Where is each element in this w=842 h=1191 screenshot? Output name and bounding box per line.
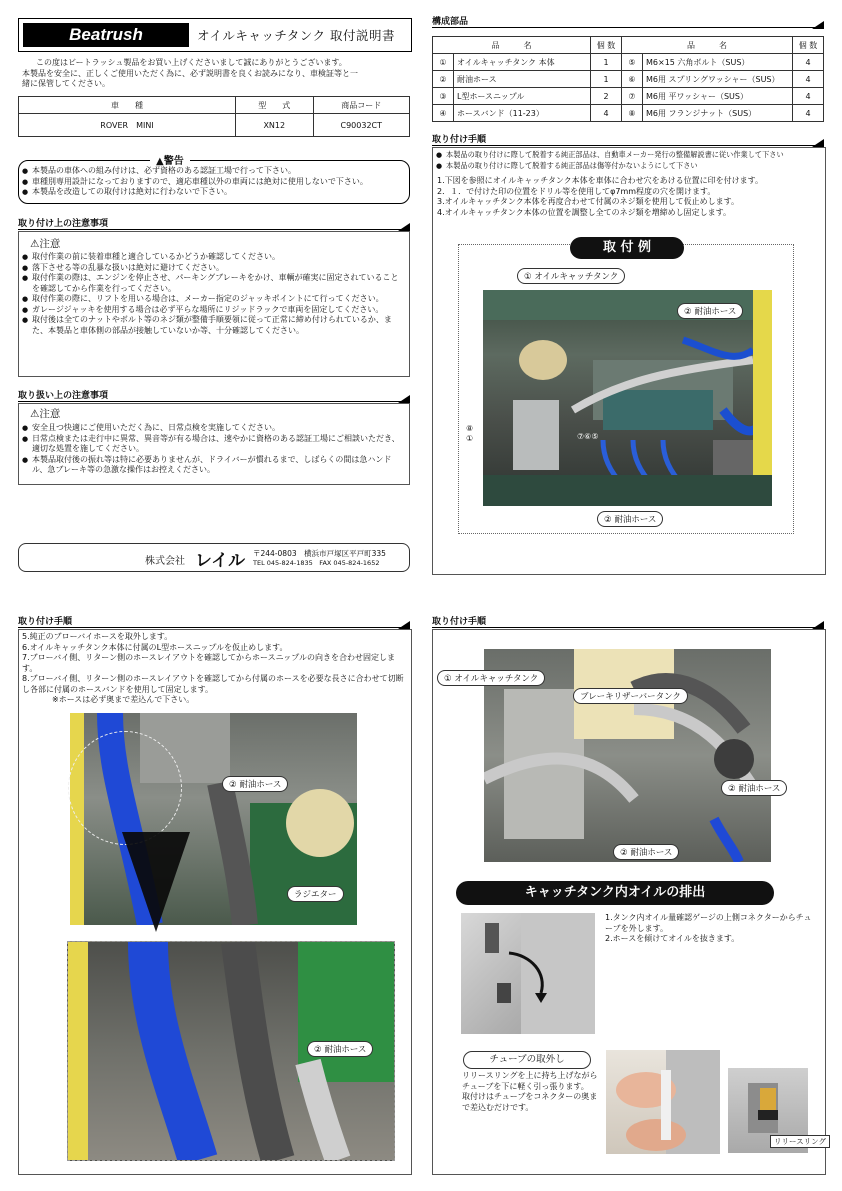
- table-row: [433, 54, 824, 71]
- callout-oil-catch-tank: ① オイルキャッチタンク: [517, 268, 625, 284]
- company-box: [18, 543, 410, 572]
- step-text: 2．１．で付けた印の位置をドリル等を使用してφ7mm程度の穴を開けます。: [437, 186, 716, 196]
- section-procedure-1: 取り付け手順: [432, 132, 824, 146]
- drain-photo-drawing: [461, 913, 595, 1034]
- vehicle-code: C90032CT: [313, 114, 409, 137]
- engine-photo-drawing: [483, 290, 772, 506]
- step-text: 1.タンク内オイル量確認ゲージの上側コネクターからチューブを外します。: [605, 913, 812, 933]
- table-cell: M6×15 六角ボルト（SUS）: [643, 54, 793, 71]
- warning-list: [22, 166, 406, 198]
- list-item: ● 安全且つ快適にご使用いただく為に、日常点検を実施してください。: [22, 423, 406, 434]
- table-cell: ⑤: [622, 54, 643, 71]
- callout-oil-hose: ② 耐油ホース: [721, 780, 787, 796]
- tube-title: チューブの取外し: [463, 1051, 591, 1069]
- handling-caution-title: ⚠注意: [30, 408, 61, 420]
- release-ring-label: リリースリング: [770, 1135, 830, 1148]
- section-install-caution: 取り付け上の注意事項: [18, 216, 410, 230]
- drain-title: キャッチタンク内オイルの排出: [456, 881, 774, 905]
- parts-header-qty-right: 個 数: [793, 37, 824, 54]
- step-note: ※ホースは必ず奥まで差込んで下さい。: [52, 695, 195, 704]
- table-cell: ⑧: [622, 105, 643, 122]
- drain-photo: [461, 913, 595, 1034]
- install-caution-list: [22, 252, 406, 336]
- table-cell: 1: [591, 71, 622, 88]
- document-title: オイルキャッチタンク 取付説明書: [197, 28, 395, 43]
- tube-text: [462, 1071, 602, 1113]
- brand-logo: Beatrush: [23, 23, 189, 47]
- vehicle-header-type: 型 式: [236, 97, 314, 114]
- table-cell: 4: [793, 105, 824, 122]
- callout-oil-catch-tank: ① オイルキャッチタンク: [437, 670, 545, 686]
- label-tank-body: ①: [466, 434, 474, 443]
- caution-triangle-icon: ⚠: [30, 238, 40, 250]
- list-item: ● 車種別専用設計になっておりますので、適応車種以外の車両には絶対に使用しないで下さい。: [22, 177, 406, 188]
- procedure-1-steps: [437, 176, 823, 218]
- table-cell: 4: [793, 71, 824, 88]
- warning-triangle-icon: ▲: [156, 156, 164, 167]
- step-text: 2.ホースを傾けてオイルを抜きます。: [605, 934, 740, 943]
- list-item: ● 本製品の車体への組み付けは、必ず資格のある認証工場で行って下さい。: [22, 166, 406, 177]
- vehicle-header-model: 車 種: [19, 97, 236, 114]
- list-item: ● 取付後は全てのナットやボルト等のネジ類が整備手順要領に従って正常に締め付けられているか、また、本製品と車体側の部品が接触していないか等、十分確認してください。: [22, 315, 406, 336]
- example-title: 取 付 例: [570, 237, 684, 259]
- label-bolt-washers: ⑦⑥⑤: [577, 432, 599, 441]
- step-text: 6.オイルキャッチタンク本体に付属のL型ホースニップルを仮止めします。: [22, 642, 288, 652]
- section-handling-caution: 取り扱い上の注意事項: [18, 388, 410, 402]
- tube-text-line: リリースリングを上に持ち上げながらチューブを下に軽く引っ張ります。: [462, 1071, 598, 1091]
- section-procedure-2: 取り付け手順: [18, 614, 410, 628]
- company-label: 株式会社: [145, 556, 185, 567]
- list-item: ● 本製品を改造しての取付けは絶対に行わないで下さい。: [22, 187, 406, 198]
- install-caution-title: ⚠注意: [30, 238, 61, 250]
- callout-oil-hose: ② 耐油ホース: [677, 303, 743, 319]
- vehicle-header-code: 商品コード: [313, 97, 409, 114]
- step-text: 8.ブローバイ側、リターン側のホースレイアウトを確認してから付属のホースを必要な長さに合わせて切断し各部に付属のホースバンドを使用して固定します。: [22, 674, 404, 694]
- handling-caution-list: [22, 423, 406, 476]
- list-item: ● 取付作業の前に装着車種と適合しているかどうか確認してください。: [22, 252, 406, 263]
- list-item: ● 落下させる等の乱暴な扱いは絶対に避けてください。: [22, 263, 406, 274]
- zoom-circle: [68, 731, 182, 845]
- table-cell: M6用 フランジナット（SUS）: [643, 105, 793, 122]
- table-row: [433, 88, 824, 105]
- table-cell: ホースバンド（11-23）: [454, 105, 591, 122]
- table-cell: M6用 スプリングワッシャー（SUS）: [643, 71, 793, 88]
- engine-bay-photo: [483, 290, 772, 506]
- vehicle-table: [18, 96, 410, 137]
- table-cell: 4: [793, 54, 824, 71]
- warning-title: ▲警告: [150, 152, 190, 167]
- tube-text-line: 取付けはチューブをコネクターの奥まで差込むだけです。: [462, 1092, 598, 1112]
- down-arrow-icon: [122, 832, 190, 932]
- callout-oil-hose: ② 耐油ホース: [222, 776, 288, 792]
- step-text: 3.オイルキャッチタンク本体を再度合わせて付属のネジ類を使用して仮止めします。: [437, 197, 740, 206]
- intro-text: この度はビートラッシュ製品をお買い上げくださいまして誠にありがとうございます。 本製品を安全に、正しくご使用いただく為に、必ず説明書を良くお読みになり、車検証等と一 緒に保管してください。: [22, 58, 358, 88]
- procedure-1-notes: [436, 150, 824, 171]
- table-cell: 耐油ホース: [454, 71, 591, 88]
- tube-removal-photo: [606, 1050, 720, 1154]
- list-item: ● 取付作業の際は、エンジンを停止させ、パーキングブレーキをかけ、車輌が確実に固定されていることを確認してから作業を行ってください。: [22, 273, 406, 294]
- table-cell: M6用 平ワッシャー（SUS）: [643, 88, 793, 105]
- table-cell: L型ホースニップル: [454, 88, 591, 105]
- drain-steps: [605, 913, 815, 945]
- company-address: 〒244-0803 横浜市戸塚区平戸町335: [253, 549, 386, 558]
- callout-radiator: ラジエター: [287, 886, 344, 902]
- title-bar: [18, 18, 412, 52]
- table-cell: オイルキャッチタンク 本体: [454, 54, 591, 71]
- table-cell: ③: [433, 88, 454, 105]
- parts-table: [432, 36, 824, 122]
- procedure-2-steps: [22, 632, 406, 706]
- table-cell: 2: [591, 88, 622, 105]
- parts-header-name-left: 品 名: [433, 37, 591, 54]
- callout-brake-reservoir: ブレーキリザーバータンク: [573, 688, 688, 704]
- section-procedure-3: 取り付け手順: [432, 614, 824, 628]
- list-item: ● 本製品の取り付けに際して脱着する純正部品は傷等付かないようにして下さい: [436, 161, 824, 172]
- list-item: ● 本製品の取り付けに際して脱着する純正部品は、自動車メーカー発行の整備解説書に従い作業して下さい: [436, 150, 824, 161]
- list-item: ● 本製品取付後の振れ等は特に必要ありませんが、ドライバーが慣れるまで、しばらくの間は急ハンドル、急ブレーキ等の急激な操作はお控えください。: [22, 455, 406, 476]
- section-parts: 構成部品: [432, 14, 824, 28]
- vehicle-model: ROVER MINI: [19, 114, 236, 137]
- step-text: 7.ブローバイ側、リターン側のホースレイアウトを確認してからホースニップルの向きを合わせ固定します。: [22, 653, 395, 673]
- callout-oil-hose: ② 耐油ホース: [307, 1041, 373, 1057]
- vehicle-type: XN12: [236, 114, 314, 137]
- parts-header-qty-left: 個 数: [591, 37, 622, 54]
- parts-header-name-right: 品 名: [622, 37, 793, 54]
- table-cell: ⑦: [622, 88, 643, 105]
- table-cell: ④: [433, 105, 454, 122]
- step-text: 1.下図を参照にオイルキャッチタンク本体を車体に合わせ穴をあける位置に印を付けます。: [437, 176, 764, 185]
- table-cell: 4: [591, 105, 622, 122]
- list-item: ● 日常点検または走行中に異常、異音等が有る場合は、速やかに資格のある認証工場にご相談いただき、適切な処置を施してください。: [22, 434, 406, 455]
- company-tel: TEL 045-824-1835 FAX 045-824-1652: [253, 559, 380, 567]
- table-row: [433, 71, 824, 88]
- callout-oil-hose: ② 耐油ホース: [613, 844, 679, 860]
- tube-removal-drawing: [606, 1050, 720, 1154]
- table-cell: ①: [433, 54, 454, 71]
- table-cell: 1: [591, 54, 622, 71]
- list-item: ● 取付作業の際に、リフトを用いる場合は、メーカー指定のジャッキポイントにて行ってください。: [22, 294, 406, 305]
- step-text: 4.オイルキャッチタンク本体の位置を調整し全てのネジ類を増締めし固定します。: [437, 207, 732, 217]
- callout-oil-hose: ② 耐油ホース: [597, 511, 663, 527]
- label-flange-nut: ⑧: [466, 424, 474, 433]
- table-cell: ⑥: [622, 71, 643, 88]
- table-row: [433, 105, 824, 122]
- table-cell: 4: [793, 88, 824, 105]
- caution-triangle-icon: ⚠: [30, 408, 40, 420]
- step-text: 5.純正のブローバイホースを取外します。: [22, 632, 173, 641]
- company-name: レイル: [195, 551, 246, 571]
- table-cell: ②: [433, 71, 454, 88]
- list-item: ● ガレージジャッキを使用する場合は必ず平らな場所にリジッドラックで車両を固定してください。: [22, 305, 406, 316]
